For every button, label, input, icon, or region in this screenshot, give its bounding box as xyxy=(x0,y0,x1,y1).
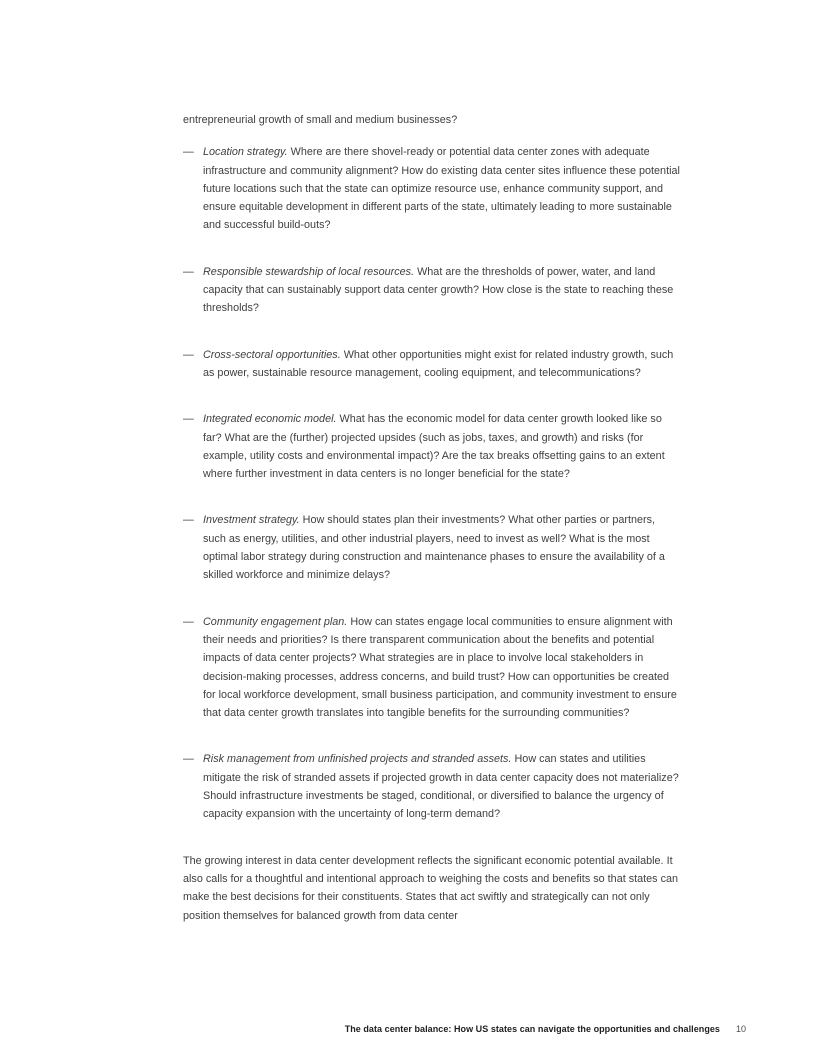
bullet-lead: Investment strategy. xyxy=(203,514,300,527)
bullet-dash: — xyxy=(183,146,194,159)
page-footer xyxy=(0,1023,746,1035)
bullet-lead: Community engagement plan. xyxy=(203,615,348,628)
bullet-text xyxy=(203,346,680,383)
bullet-body: How can states and utilities mitigate the risk of stranded assets if projected growth in data center capacity does not materialize? Should infrastructure investments be staged, conditional, or diversified to balance the urgency of capacity expansion with the uncertainty of long-term demand? xyxy=(203,753,679,821)
list-item xyxy=(183,750,680,837)
bullet-lead: Cross-sectoral opportunities. xyxy=(203,348,341,361)
list-item xyxy=(183,143,680,248)
bullet-text xyxy=(203,263,680,318)
continuation-paragraph: entrepreneurial growth of small and medium businesses? xyxy=(183,114,458,126)
bullet-text xyxy=(203,511,680,584)
bullet-body: What other opportunities might exist for related industry growth, such as power, sustainable resource management, cooling equipment, and telecommunications? xyxy=(203,348,674,379)
bullet-body: What are the thresholds of power, water, and land capacity that can sustainably support data center growth? How close is the state to reaching these thresholds? xyxy=(203,265,674,315)
bullet-lead: Integrated economic model. xyxy=(203,413,337,426)
bullet-lead: Responsible stewardship of local resources. xyxy=(203,265,415,278)
bullet-dash: — xyxy=(183,413,194,426)
list-item xyxy=(183,410,680,497)
bullet-dash: — xyxy=(183,348,194,361)
footer-report-title: The data center balance: How US states can navigate the opportunities and challenges xyxy=(344,1024,720,1034)
bullet-body: What has the economic model for data center growth looked like so far? What are the (further) projected upsides (such as jobs, taxes, and growth) and risks (for example, utility costs and environmental impact)? Are the tax breaks offsetting gains to an extent where further investment in data centers is no longer beneficial for the state? xyxy=(203,413,665,481)
closing-paragraph: The growing interest in data center development reflects the significant economic potential available. It also calls for a thoughtful and intentional approach to weighing the costs and benefits so that states can make the best decisions for their constituents. States that act swiftly and strategically can not only position themselves for balanced growth from data center xyxy=(183,854,679,922)
bullet-lead: Location strategy. xyxy=(203,146,288,159)
bullet-body: Where are there shovel-ready or potential data center zones with adequate infrastructure and community alignment? How do existing data center sites influence these potential future locations such that the state can optimize resource use, enhance community support, and ensure equitable development in different parts of the state, ultimately leading to more sustainable and successful build-outs? xyxy=(203,146,680,232)
list-item xyxy=(183,511,680,598)
list-item xyxy=(183,613,680,737)
bullet-dash: — xyxy=(183,514,194,527)
list-item xyxy=(183,263,680,332)
footer-page-number: 10 xyxy=(735,1024,746,1034)
bullet-text xyxy=(203,143,680,234)
bullet-text xyxy=(203,410,680,483)
bullet-dash: — xyxy=(183,753,194,766)
page-body xyxy=(183,111,680,939)
bullet-body: How should states plan their investments? What other parties or partners, such as energy, utilities, and other industrial players, need to invest as well? What is the most optimal labor strategy during construction and maintenance phases to ensure the availability of a skilled workforce and minimize delays? xyxy=(203,514,665,582)
bullet-lead: Risk management from unfinished projects and stranded assets. xyxy=(203,753,512,766)
bullet-dash: — xyxy=(183,265,194,278)
bullet-dash: — xyxy=(183,615,194,628)
bullet-body: How can states engage local communities to ensure alignment with their needs and priorities? Is there transparent communication about the benefits and potential impacts of data center projects? What strategies are in place to involve local stakeholders in decision-making processes, address concerns, and build trust? How can opportunities be created for local workforce development, small business participation, and community investment to ensure that data center growth translates into tangible benefits for the surrounding communities? xyxy=(203,615,677,720)
bullet-text xyxy=(203,613,680,723)
bullet-text xyxy=(203,750,680,823)
list-item xyxy=(183,346,680,397)
